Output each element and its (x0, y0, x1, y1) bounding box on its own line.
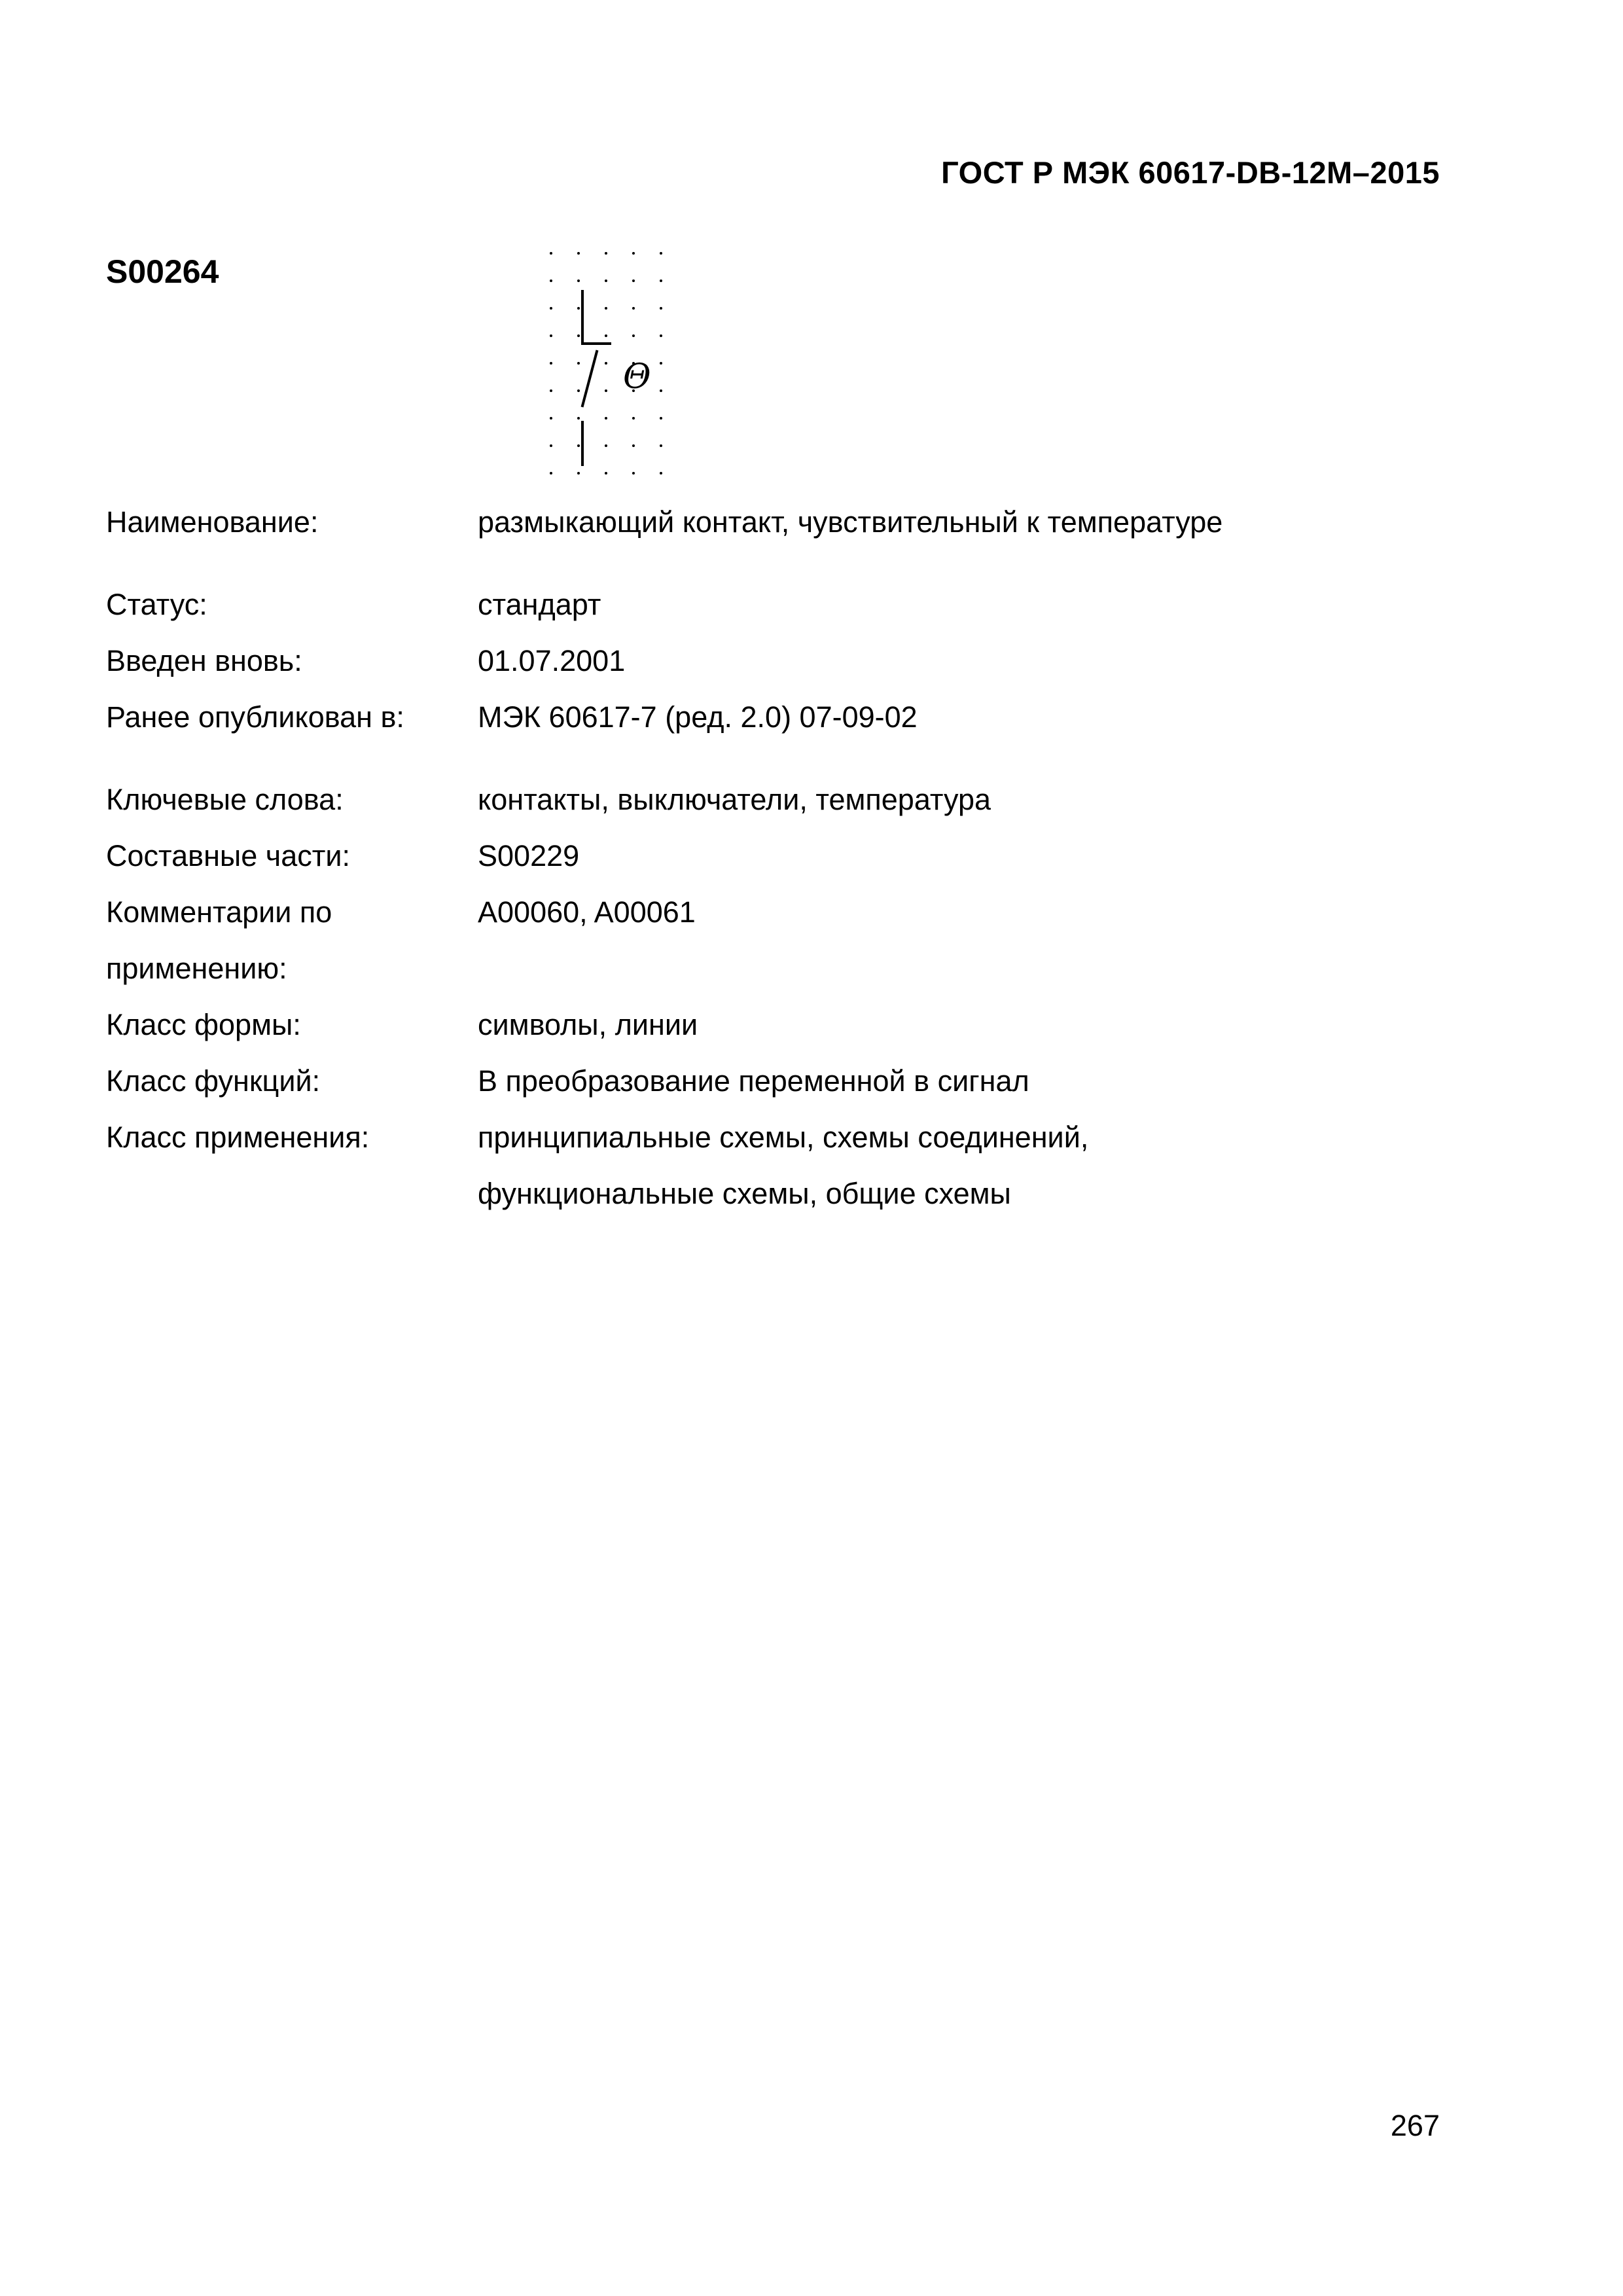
property-value: 01.07.2001 (478, 644, 626, 677)
grid-dot (605, 252, 607, 255)
grid-dot (550, 444, 552, 447)
property-row-keywords (106, 772, 1415, 828)
properties-table (106, 494, 1415, 1222)
grid-dot (577, 279, 580, 282)
property-label: Ключевые слова: (106, 783, 344, 816)
grid-dot (660, 279, 662, 282)
grid-dot (550, 279, 552, 282)
property-value: стандарт (478, 588, 601, 621)
grid-dot (577, 252, 580, 255)
property-label: Введен вновь: (106, 644, 302, 677)
break-contact-lines (582, 291, 610, 465)
property-value: контакты, выключатели, температура (478, 783, 991, 816)
property-row-introduced (106, 633, 1415, 689)
property-label: Наименование: (106, 505, 319, 539)
symbol-figure (537, 245, 681, 494)
grid-dot (550, 334, 552, 337)
grid-dot (660, 334, 662, 337)
property-row-function-class (106, 1053, 1415, 1109)
grid-dot (550, 417, 552, 420)
property-value: символы, линии (478, 1008, 698, 1041)
grid-dot (660, 252, 662, 255)
page-number: 267 (1390, 2109, 1440, 2142)
grid-dot (577, 389, 580, 392)
property-row-shape-class (106, 997, 1415, 1053)
grid-dot (605, 334, 607, 337)
grid-dot (605, 472, 607, 475)
grid-dot (632, 334, 635, 337)
property-row-application-class (106, 1109, 1415, 1222)
grid-dot (605, 444, 607, 447)
property-row-application-notes (106, 884, 1415, 997)
grid-dot (550, 362, 552, 365)
grid-dot (632, 444, 635, 447)
grid-dot (577, 307, 580, 310)
grid-dot (632, 472, 635, 475)
grid-dot (550, 252, 552, 255)
grid-dot (577, 334, 580, 337)
property-value: размыкающий контакт, чувствительный к температуре (478, 505, 1223, 539)
property-label: Комментарии по применению: (106, 895, 332, 985)
grid-dot (550, 389, 552, 392)
property-label: Класс формы: (106, 1008, 301, 1041)
property-value: S00229 (478, 839, 580, 872)
property-row-components (106, 828, 1415, 884)
grid-dot (632, 417, 635, 420)
property-row-published-in (106, 689, 1415, 745)
property-row-status (106, 577, 1415, 633)
moving-contact-line (582, 351, 597, 406)
property-label: Класс применения: (106, 1121, 370, 1154)
grid-dot (605, 417, 607, 420)
grid-dot (605, 389, 607, 392)
property-label: Класс функций: (106, 1064, 321, 1098)
document-id-header: ГОСТ Р МЭК 60617-DB-12M–2015 (941, 155, 1440, 190)
grid-dot (660, 444, 662, 447)
grid-dot (632, 252, 635, 255)
grid-dot (577, 444, 580, 447)
property-row-name (106, 494, 1415, 550)
grid-dot (660, 417, 662, 420)
property-value: B преобразование переменной в сигнал (478, 1064, 1029, 1098)
grid-dot (605, 307, 607, 310)
property-value: принципиальные схемы, схемы соединений, функциональные схемы, общие схемы (478, 1121, 1089, 1210)
property-label: Ранее опубликован в: (106, 700, 404, 734)
temperature-theta-icon: Θ (623, 357, 651, 397)
grid-dot (632, 307, 635, 310)
grid-dot (660, 307, 662, 310)
grid-dot (550, 472, 552, 475)
grid-dot (660, 389, 662, 392)
grid-dot (577, 417, 580, 420)
grid-dot (577, 472, 580, 475)
grid-dot (550, 307, 552, 310)
property-value: МЭК 60617-7 (ред. 2.0) 07-09-02 (478, 700, 918, 734)
grid-dot (605, 362, 607, 365)
symbol-code: S00264 (106, 253, 219, 290)
property-value: A00060, A00061 (478, 895, 696, 929)
grid-dot (632, 279, 635, 282)
grid-dot (660, 362, 662, 365)
grid-dot (577, 362, 580, 365)
property-label: Составные части: (106, 839, 351, 872)
grid-dot (660, 472, 662, 475)
grid-dot (605, 279, 607, 282)
property-label: Статус: (106, 588, 207, 621)
